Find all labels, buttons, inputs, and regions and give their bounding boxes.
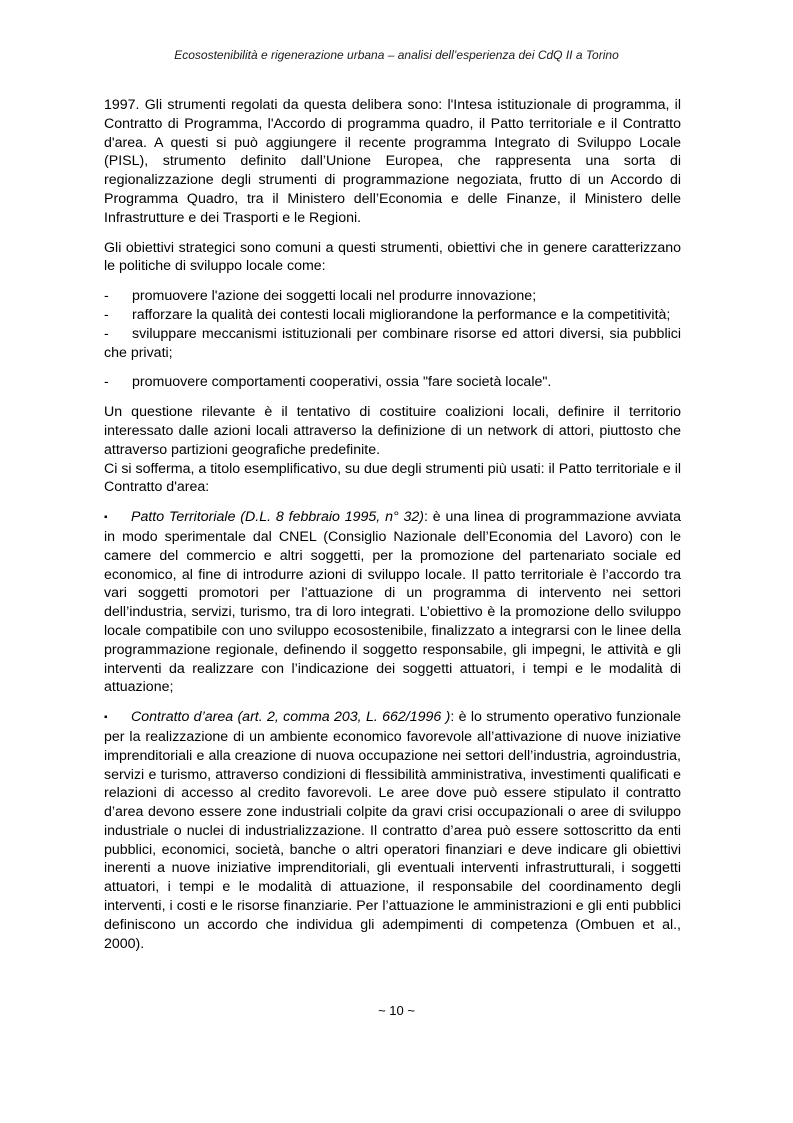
list-item: - rafforzare la qualità dei contesti locali migliorandone la performance e la competitività; xyxy=(104,306,671,323)
dash-marker: - xyxy=(104,374,109,391)
list-item: - promuovere comportamenti cooperativi, ossia "fare società locale". xyxy=(104,374,552,391)
page-body xyxy=(104,96,681,953)
square-bullet-icon: ▪ xyxy=(104,512,108,524)
dash-marker: - xyxy=(104,288,109,305)
paragraph-intro: 1997. Gli strumenti regolati da questa delibera sono: l'Intesa istituzionale di programma, il Contratto di Programma, l'Accordo di programma quadro, il Patto territoriale e il Contratto d'area. A questi si può aggiungere il recente programma Integrato di Sviluppo Locale (PISL), strumento definito dall’Unione Europea, che rappresenta una sorta di regionalizzazione degli strumenti di programmazione negoziata, frutto di un Accordo di Programma Quadro, tra il Ministero dell’Economia e delle Finanze, il Ministero delle Infrastrutture e dei Trasporti e le Regioni. xyxy=(104,97,681,226)
paragraph-contratto-area: ▪ Contratto d’area (art. 2, comma 203, L. 662/1996 ): è lo strumento operativo funzionale per la realizzazione di un ambiente economico favorevole all’attivazione di nuove iniziative imprenditoriali e alla creazione di nuova occupazione nei settori dell’industria, agroindustria, servizi e turismo, attraverso condizioni di flessibilità amministrativa, investimenti qualificati e relazioni di accesso al credito favorevoli. Le aree dove può essere stipulato il contratto d’area devono essere zone industriali colpite da gravi crisi occupazionali o aree di sviluppo industriale o nuclei di industrializzazione. Il contratto d’area può essere sottoscritto da enti pubblici, economici, società, banche o altri operatori finanziari e deve indicare gli obiettivi inerenti a nuove iniziative imprenditoriali, gli eventuali interventi infrastrutturali, i soggetti attuatori, i tempi e le modalità di attuazione, il responsabile del coordinamento degli interventi, i costi e le risorse finanziarie. Per l’attuazione le amministrazioni e gli enti pubblici definiscono un accordo che individua gli adempimenti di competenza (Ombuen et al., 2000). xyxy=(104,709,681,952)
paragraph-coalitions: Un questione rilevante è il tentativo di costituire coalizioni locali, definire il territorio interessato dalle azioni locali attraverso la definizione di un network di attori, piuttosto che attraverso partizioni geografiche predefinite. xyxy=(104,404,681,458)
running-header: Ecosostenibilità e rigenerazione urbana – analisi dell’esperienza dei CdQ II a Torino xyxy=(174,48,619,62)
square-bullet-icon: ▪ xyxy=(104,712,108,724)
dash-marker: - xyxy=(104,306,109,323)
list-item: - promuovere l'azione dei soggetti locali nel produrre innovazione; xyxy=(104,288,537,305)
paragraph-objectives: Gli obiettivi strategici sono comuni a questi strumenti, obiettivi che in genere caratterizzano le politiche di sviluppo locale come: xyxy=(104,239,681,275)
contratto-title: Contratto d’area (art. 2, comma 203, L. 662/1996 ) xyxy=(131,709,451,726)
patto-title: Patto Territoriale (D.L. 8 febbraio 1995, n° 32) xyxy=(131,509,424,526)
paragraph-examples: Ci si sofferma, a titolo esemplificativo, su due degli strumenti più usati: il Patto territoriale e il Contratto d'area: xyxy=(104,460,681,496)
paragraph-patto-territoriale: ▪ Patto Territoriale (D.L. 8 febbraio 1995, n° 32): è una linea di programmazione avviata in modo sperimentale dal CNEL (Consiglio Nazionale dell’Economia del Lavoro) con le camere del commercio e altri soggetti, per la promozione del partenariato sociale ed economico, al fine di introdurre azioni di sviluppo locale. Il patto territoriale è l’accordo tra vari soggetti promotori per l’attuazione di un programma di intervento nei settori dell’industria, servizi, turismo, tra di loro integrati. L’obiettivo è la promozione dello sviluppo locale compatibile con uno sviluppo ecosostenibile, finalizzato a integrarsi con le linee della programmazione regionale, definendo il soggetto responsabile, gli impegni, le attività e gli interventi da realizzare con l’indicazione dei soggetti attuatori, i tempi e le modalità di attuazione; xyxy=(104,509,681,696)
dash-marker: - xyxy=(104,325,109,342)
page-number: ~ 10 ~ xyxy=(378,1003,415,1018)
list-item: - sviluppare meccanismi istituzionali per combinare risorse ed attori diversi, sia pubblici che privati; xyxy=(104,325,681,361)
